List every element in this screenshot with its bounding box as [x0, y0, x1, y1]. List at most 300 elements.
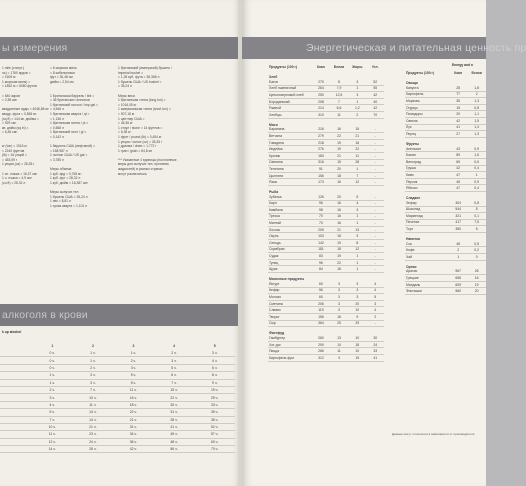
- nutrition-cell: 16: [330, 127, 348, 133]
- nutrition-cell: Груша: [405, 165, 449, 172]
- nutrition-cell: 0,9: [467, 146, 486, 152]
- nutrition-cell: Картофель фри: [268, 354, 312, 361]
- nutrition-cell: 0,5: [467, 241, 486, 247]
- nutrition-cell: Сельдь: [268, 240, 312, 247]
- nutrition-row: [268, 300, 384, 307]
- units-line: 1 британская тонна (long ton) =: [118, 98, 166, 103]
- alcohol-col-header: [0, 342, 32, 350]
- nutrition-cell: Капуста: [405, 85, 449, 91]
- nutrition-cell: -: [366, 139, 384, 146]
- nutrition-cell: 279: [312, 133, 330, 140]
- alcohol-cell: 8 ч.: [194, 372, 235, 379]
- nutrition-group-label: Рыба: [269, 189, 279, 194]
- alcohol-col-header: 4: [173, 344, 176, 348]
- nutrition-row: [405, 275, 486, 282]
- alcohol-cell: 52 ч.: [194, 423, 235, 430]
- nutrition-cell: 10: [330, 341, 348, 348]
- nutrition-cell: Мармелад: [405, 213, 449, 220]
- nutrition-cell: Виноград: [405, 158, 449, 165]
- nutrition-cell: -: [366, 233, 384, 240]
- nutrition-cell: Сливки: [268, 307, 312, 314]
- nutrition-cell: 70: [366, 111, 384, 118]
- nutrition-cell: -: [366, 166, 384, 173]
- nutrition-cell: 12: [348, 246, 366, 253]
- nutrition-cell: Гамбургер: [268, 335, 312, 341]
- nutrition-cell: Минтай: [268, 220, 312, 227]
- nutrition-cell: Хлебцы: [268, 111, 312, 118]
- nutrition-cell: 15: [348, 127, 366, 133]
- nutrition-cell: 15: [330, 159, 348, 166]
- units-line: = 158,987 л: [50, 148, 68, 153]
- alcohol-cell: 3 ч.: [73, 372, 114, 379]
- nutrition-row: [405, 111, 486, 118]
- nutrition-cell: 206: [312, 300, 330, 307]
- nutrition-cell: 40: [366, 98, 384, 105]
- nutrition-cell: 91: [312, 166, 330, 173]
- nutrition-row: [268, 341, 384, 348]
- units-line: *** Указанные 4 единицы (постоянные: [118, 157, 177, 162]
- nutrition-cell: 3: [330, 307, 348, 314]
- alcohol-cell: [0, 431, 32, 438]
- nutrition-cell: 3: [330, 300, 348, 307]
- nutrition-cell: 5: [467, 206, 486, 213]
- nutrition-row: [268, 294, 384, 301]
- nutrition-cell: 43: [449, 146, 467, 152]
- nutrition-cell: 4: [348, 200, 366, 207]
- nutrition-cell: Сметана: [268, 300, 312, 307]
- nutrition-cell: Торт: [405, 226, 449, 233]
- nutrition-cell: 1: [348, 85, 366, 92]
- nutrition-cell: 24: [366, 341, 384, 348]
- nutrition-cell: 2: [366, 314, 384, 321]
- alcohol-cell: 19 ч.: [194, 386, 235, 393]
- alcohol-cell: [0, 438, 32, 445]
- nutrition-cell: 18: [348, 341, 366, 348]
- alcohol-cell: 22 ч.: [113, 409, 154, 416]
- units-line: 1 фунт / pound (lb) = 0,454 кг: [118, 134, 162, 139]
- nutrition-cell: -: [366, 226, 384, 233]
- alcohol-cell: 29 ч.: [194, 394, 235, 401]
- nutrition-cell: 70: [312, 213, 330, 220]
- alcohol-row: [0, 364, 235, 371]
- nutrition-cell: 310: [312, 111, 330, 118]
- nutrition-row: [268, 207, 384, 214]
- nutrition-group-label: Молочные продукты: [269, 277, 305, 282]
- right-header-band: [242, 37, 526, 59]
- nutrition-cell: Сыр: [268, 320, 312, 327]
- nutrition-col-header: Продукты (100 г): [269, 64, 298, 69]
- nutrition-cell: Язык: [268, 179, 312, 186]
- units-line: = 453,59 г: [2, 157, 18, 162]
- nutrition-row: [268, 152, 384, 159]
- nutrition-header-row: [405, 68, 486, 77]
- nutrition-cell: 1: [449, 254, 467, 261]
- nutrition-cell: 3: [366, 300, 384, 307]
- alcohol-cell: 5 ч.: [32, 409, 73, 416]
- alcohol-cell: 9 ч.: [194, 379, 235, 386]
- nutrition-cell: 276: [312, 146, 330, 153]
- units-line: = 2,59 км²: [2, 98, 17, 103]
- alcohol-cell: 3 ч.: [32, 394, 73, 401]
- alcohol-cell: 24 ч.: [73, 438, 114, 445]
- nutrition-note: Данные могут отличаться в зависимости от производителя: [392, 432, 475, 436]
- nutrition-cell: 10: [348, 335, 366, 341]
- nutrition-cell: Арахис: [405, 269, 449, 275]
- nutrition-en-title: Energy and n: [452, 63, 473, 67]
- nutrition-cell: 1,2: [348, 105, 366, 112]
- nutrition-cell: Сок: [405, 241, 449, 247]
- alcohol-row: [0, 350, 235, 357]
- nutrition-cell: 42: [366, 105, 384, 112]
- nutrition-table-side: [405, 68, 486, 295]
- nutrition-cell: -: [366, 246, 384, 253]
- right-header-title: Энергетическая и питательная ценность пр: [306, 42, 526, 54]
- alcohol-cell: 41 ч.: [154, 423, 195, 430]
- nutrition-cell: 1,5: [467, 152, 486, 159]
- nutrition-cell: 28: [348, 159, 366, 166]
- nutrition-cell: 567: [449, 269, 467, 275]
- nutrition-cell: 60: [312, 281, 330, 287]
- alcohol-cell: 14 ч.: [32, 446, 73, 453]
- alcohol-row: [0, 446, 235, 453]
- nutrition-cell: 20: [467, 288, 486, 295]
- nutrition-col-header: Ккал: [317, 64, 325, 69]
- nutrition-cell: 1,5: [467, 117, 486, 124]
- units-line: 1 драхма / dram = 1,772 г: [118, 144, 157, 149]
- nutrition-cell: 25: [330, 320, 348, 327]
- nutrition-cell: 56: [312, 287, 330, 294]
- units-line: Меры объема: [50, 167, 72, 172]
- nutrition-cell: 7,5: [467, 219, 486, 226]
- nutrition-cell: Индейка: [268, 146, 312, 153]
- nutrition-cell: 89: [449, 152, 467, 159]
- units-line: = 640 акров: [2, 93, 20, 98]
- nutrition-cell: Кролик: [268, 152, 312, 159]
- nutrition-row: [405, 254, 486, 261]
- nutrition-cell: -: [366, 220, 384, 227]
- nutrition-cell: 3: [348, 92, 366, 99]
- units-line: = 1016,05 кг: [118, 102, 137, 107]
- alcohol-cell: 7 ч.: [32, 416, 73, 423]
- units-line: 1 галлон США / US gal =: [50, 153, 88, 158]
- alcohol-cell: 12 ч.: [32, 438, 73, 445]
- nutrition-row: [268, 240, 384, 247]
- nutrition-cell: 22: [330, 259, 348, 266]
- alcohol-cell: 16 ч.: [113, 394, 154, 401]
- alcohol-cell: [0, 423, 32, 430]
- nutrition-cell: Персик: [405, 178, 449, 185]
- nutrition-cell: 11: [330, 348, 348, 355]
- nutrition-cell: Апельсин: [405, 146, 449, 152]
- nutrition-row: [268, 259, 384, 266]
- alcohol-cell: 2 ч.: [73, 364, 114, 371]
- nutrition-cell: -: [366, 200, 384, 207]
- nutrition-row: [405, 185, 486, 192]
- alcohol-cell: 4 ч.: [194, 357, 235, 364]
- alcohol-cell: 7 ч.: [73, 386, 114, 393]
- nutrition-row: [405, 226, 486, 233]
- nutrition-row: [405, 117, 486, 124]
- nutrition-cell: 2: [348, 111, 366, 118]
- nutrition-cell: -: [366, 266, 384, 273]
- units-line: = 907,18 кг: [118, 111, 135, 116]
- nutrition-cell: 16: [330, 200, 348, 207]
- left-page: [0, 0, 240, 486]
- nutrition-cell: 316: [312, 159, 330, 166]
- nutrition-cell: 560: [449, 288, 467, 295]
- nutrition-cell: 1: [348, 166, 366, 173]
- nutrition-cell: -: [366, 172, 384, 179]
- nutrition-row: [268, 111, 384, 118]
- nutrition-cell: Цыплята: [268, 172, 312, 179]
- nutrition-cell: 60: [312, 294, 330, 301]
- alcohol-cell: [0, 379, 32, 386]
- units-line: кв. дюйм (sq in) =: [2, 125, 29, 130]
- nutrition-cell: 7,9: [330, 85, 348, 92]
- units-line: 1 пек = 8,81 л: [50, 199, 71, 204]
- alcohol-row: [0, 372, 235, 379]
- alcohol-cell: 5 ч.: [113, 379, 154, 386]
- units-line: 1 унция (oz) = 28,35 г: [2, 162, 35, 167]
- units-line: 1 сухая кварта = 1,101 л: [50, 203, 88, 208]
- nutrition-cell: 22: [348, 146, 366, 153]
- nutrition-cell: Свекла: [405, 117, 449, 124]
- alcohol-cell: 3 ч.: [73, 379, 114, 386]
- nutrition-cell: 98: [312, 207, 330, 214]
- nutrition-cell: 3: [348, 79, 366, 85]
- alcohol-cell: 35 ч.: [194, 416, 235, 423]
- alcohol-col-header: 5: [213, 344, 216, 348]
- nutrition-cell: 417: [449, 219, 467, 226]
- alcohol-cell: 3 ч.: [154, 357, 195, 364]
- nutrition-row: [268, 98, 384, 105]
- nutrition-row: [405, 104, 486, 111]
- alcohol-header-band: [0, 304, 240, 326]
- nutrition-cell: 364: [312, 320, 330, 327]
- nutrition-row: [268, 172, 384, 179]
- nutrition-cell: 27: [449, 131, 467, 138]
- alcohol-cell: [0, 409, 32, 416]
- alcohol-row: [0, 423, 235, 430]
- nutrition-cell: 18: [330, 314, 348, 321]
- nutrition-cell: 18: [330, 266, 348, 273]
- nutrition-cell: 10: [348, 307, 366, 314]
- nutrition-row: [405, 131, 486, 138]
- nutrition-cell: Миндаль: [405, 281, 449, 288]
- nutrition-cell: 4: [366, 281, 384, 287]
- nutrition-cell: 250: [312, 92, 330, 99]
- nutrition-cell: 21: [330, 226, 348, 233]
- nutrition-cell: 0,6: [467, 158, 486, 165]
- units-line: 1 бушель США / US bushel =: [118, 79, 162, 84]
- alcohol-row: [0, 386, 235, 393]
- alcohol-cell: 11 ч.: [73, 401, 114, 408]
- nutrition-cell: 12,5: [330, 92, 348, 99]
- units-line: 1 куб. ярд = 0,765 м³: [50, 171, 82, 176]
- nutrition-row: [268, 179, 384, 186]
- nutrition-row: [405, 98, 486, 105]
- nutrition-cell: Яблоко: [405, 185, 449, 192]
- units-line: кг (ton) = 1016 кг: [2, 144, 27, 149]
- nutrition-group-label: Фастфуд: [269, 331, 285, 336]
- alcohol-cell: 28 ч.: [73, 446, 114, 453]
- nutrition-row: [405, 91, 486, 98]
- nutrition-row: [405, 124, 486, 131]
- units-line: = 2240 фунтов: [2, 148, 25, 153]
- alcohol-cell: 28 ч.: [154, 416, 195, 423]
- alcohol-cell: 5 ч.: [154, 364, 195, 371]
- nutrition-cell: 77: [449, 91, 467, 98]
- nutrition-group-label: Напитки: [406, 236, 420, 241]
- nutrition-cell: 21: [348, 133, 366, 140]
- alcohol-row: [0, 431, 235, 438]
- nutrition-cell: 20: [348, 300, 366, 307]
- nutrition-cell: 1,4: [467, 124, 486, 131]
- nutrition-cell: Лук: [405, 124, 449, 131]
- nutrition-cell: 321: [449, 213, 467, 220]
- nutrition-cell: 0,9: [467, 178, 486, 185]
- nutrition-cell: 103: [312, 233, 330, 240]
- nutrition-group-label: Овощи: [406, 81, 418, 85]
- units-line: квадр. фута = 0,836 м²: [2, 111, 37, 116]
- nutrition-cell: 3: [348, 233, 366, 240]
- alcohol-cell: 10 ч.: [32, 423, 73, 430]
- nutrition-cell: 1,3: [467, 131, 486, 138]
- nutrition-cell: 16: [330, 213, 348, 220]
- nutrition-cell: -: [366, 152, 384, 159]
- units-line: 1 бушель США = 35,24 л: [50, 194, 88, 199]
- units-line: Меры сыпучих тел: [50, 190, 79, 195]
- alcohol-cell: 42 ч.: [113, 446, 154, 453]
- nutrition-cell: 304: [449, 200, 467, 206]
- alcohol-cell: 39 ч.: [194, 409, 235, 416]
- nutrition-cell: Скумбрия: [268, 246, 312, 253]
- nutrition-cell: 55: [366, 85, 384, 92]
- units-line: = 1609 м: [2, 75, 16, 80]
- alcohol-cell: [0, 416, 32, 423]
- nutrition-row: [268, 354, 384, 361]
- nutrition-group-row: [405, 191, 486, 200]
- nutrition-row: [268, 92, 384, 99]
- nutrition-cell: 16: [330, 207, 348, 214]
- alcohol-cell: 2 ч.: [154, 350, 195, 357]
- nutrition-cell: Пицца: [268, 348, 312, 355]
- nutrition-cell: 0,8: [467, 200, 486, 206]
- nutrition-cell: 1: [348, 253, 366, 260]
- units-line: 1 куб. фут = 28,32 л: [50, 176, 81, 181]
- nutrition-cell: 9: [348, 314, 366, 321]
- nutrition-cell: -: [366, 320, 384, 327]
- nutrition-cell: Йогурт: [268, 281, 312, 287]
- nutrition-cell: 8: [348, 240, 366, 247]
- nutrition-row: [405, 158, 486, 165]
- nutrition-cell: 84: [312, 266, 330, 273]
- nutrition-group-row: [268, 118, 384, 127]
- alcohol-cell: 18 ч.: [113, 401, 154, 408]
- nutrition-cell: -: [366, 194, 384, 200]
- nutrition-cell: 2: [467, 91, 486, 98]
- nutrition-cell: 47: [449, 172, 467, 179]
- alcohol-cell: [0, 357, 32, 364]
- nutrition-cell: -: [366, 146, 384, 153]
- units-line: Меры веса: [118, 93, 135, 98]
- units-line: 1 ч. ложка = 4,9 см³: [2, 176, 32, 181]
- nutrition-cell: 35: [449, 98, 467, 105]
- nutrition-cell: Камбала: [268, 207, 312, 214]
- alcohol-cell: 10 ч.: [73, 394, 114, 401]
- nutrition-row: [268, 253, 384, 260]
- nutrition-group-row: [405, 137, 486, 146]
- nutrition-cell: Зефир: [405, 200, 449, 206]
- units-line: = 929 см²: [2, 121, 17, 126]
- nutrition-cell: 19: [330, 240, 348, 247]
- alcohol-cell: 0 ч.: [32, 357, 73, 364]
- units-line: квадратные ярды = 4046,86 м²: [2, 107, 49, 112]
- nutrition-cell: Морковь: [405, 98, 449, 105]
- nutrition-cell: 0,4: [467, 185, 486, 192]
- nutrition-cell: 156: [312, 172, 330, 179]
- nutrition-row: [268, 233, 384, 240]
- nutrition-cell: Чай: [405, 254, 449, 261]
- alcohol-cell: [0, 372, 32, 379]
- nutrition-cell: 3: [330, 294, 348, 301]
- nutrition-cell: Кефир: [268, 287, 312, 294]
- nutrition-cell: 96: [312, 259, 330, 266]
- units-line: = 8 кабельтовых: [50, 70, 75, 75]
- alcohol-cell: 0 ч.: [32, 364, 73, 371]
- units-line: 1 морская миля) =: [2, 79, 31, 84]
- nutrition-cell: -: [366, 133, 384, 140]
- nutrition-cell: 18: [330, 246, 348, 253]
- nutrition-cell: 214: [312, 105, 330, 112]
- alcohol-col-header: 2: [91, 344, 94, 348]
- nutrition-cell: 28: [449, 85, 467, 91]
- nutrition-cell: 3: [330, 287, 348, 294]
- units-line: = 1,136 л: [50, 116, 64, 121]
- nutrition-cell: Телятина: [268, 166, 312, 173]
- units-line: 1 mile (статут.): [2, 66, 25, 70]
- nutrition-cell: 16: [348, 139, 366, 146]
- nutrition-cell: 183: [312, 152, 330, 159]
- nutrition-cell: 26: [467, 269, 486, 275]
- nutrition-group-label: Орехи: [406, 264, 417, 269]
- alcohol-cell: [0, 401, 32, 408]
- nutrition-cell: 181: [312, 246, 330, 253]
- nutrition-cell: 20: [449, 111, 467, 118]
- units-line: = 3,785 л: [50, 157, 64, 162]
- nutrition-cell: Шоколад: [405, 206, 449, 213]
- alcohol-row: [0, 379, 235, 386]
- nutrition-cell: 22: [330, 133, 348, 140]
- alcohol-row: [0, 416, 235, 423]
- nutrition-cell: 20: [330, 194, 348, 200]
- nutrition-cell: Треска: [268, 213, 312, 220]
- nutrition-cell: Карп: [268, 200, 312, 207]
- nutrition-cell: 5: [348, 194, 366, 200]
- nutrition-cell: 52: [366, 79, 384, 85]
- nutrition-cell: 65: [449, 158, 467, 165]
- alcohol-cell: 6 ч.: [194, 364, 235, 371]
- nutrition-cell: 4: [366, 287, 384, 294]
- alcohol-cell: 14 ч.: [73, 416, 114, 423]
- nutrition-cell: 13: [348, 226, 366, 233]
- alcohol-cell: 11 ч.: [32, 431, 73, 438]
- alcohol-table: [0, 342, 235, 453]
- alcohol-col-header: 3: [132, 344, 135, 348]
- nutrition-row: [405, 172, 486, 179]
- nutrition-row: [405, 281, 486, 288]
- nutrition-group-row: [405, 260, 486, 269]
